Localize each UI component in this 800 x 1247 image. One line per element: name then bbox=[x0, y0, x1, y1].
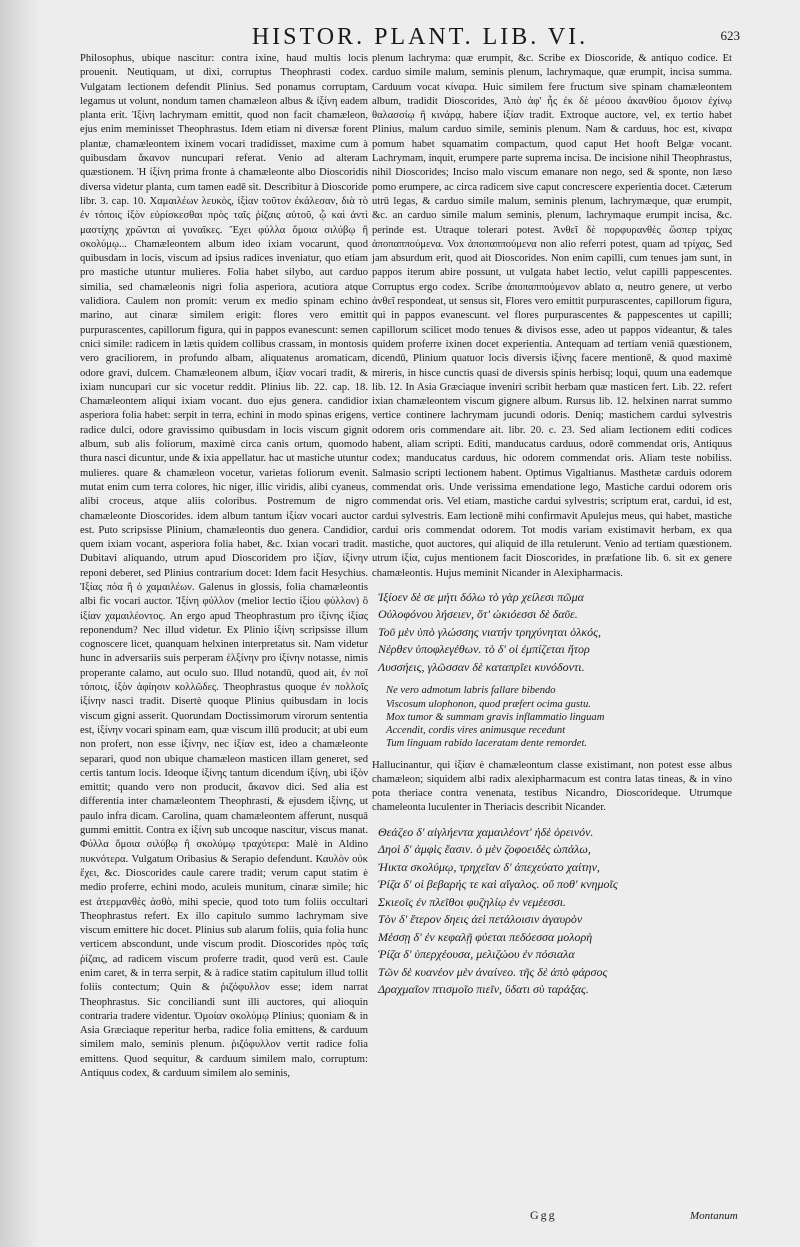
verse-line: Τὸν δ' ἕτερον δηεις ἀεὶ πετάλοισιν ἀγαυρὸν bbox=[378, 912, 583, 927]
latin-verse-translation bbox=[386, 684, 732, 750]
catchword: Montanum bbox=[690, 1210, 738, 1222]
verse-line: Λυσσήεις, γλῶσσαν δὲ καταπρῖει κυνόδοντι. bbox=[378, 659, 585, 674]
left-column bbox=[80, 52, 368, 1081]
verse-line: Μέσσῃ δ' ἐν κεφαλῇ φύεται πεδόεσσα μολορὴ bbox=[378, 929, 593, 944]
verse-line: Νέρθεν ὑποφλεγέθων. τὸ δ' οἱ ἐμπίζεται ἤτορ bbox=[378, 642, 590, 657]
verse-line: Accendit, cordis vires animusque recedunt bbox=[386, 725, 566, 737]
page-number: 623 bbox=[720, 28, 740, 43]
verse-line: Θεάζεο δ' αἰγλήεντα χαμαιλέοντ' ἠδὲ ὀρεινόν. bbox=[378, 824, 594, 839]
verse-line: Τοῦ μὲν ὑπὸ γλώσσης νιατήν τρηχύνηται ὁλκός, bbox=[378, 624, 602, 639]
gutter-shadow bbox=[0, 0, 40, 1247]
right-paragraph: plenum lachryma: quæ erumpit, &c. Scribe ex Dioscoride, & antiquo codice. Et carduo simile malum, seminis plenum, lachrymaque, quæ erumpit, incisa summa. Carduum vocat κίναρα. Huic similem fere fructum sive spinam chamæleontem album, tradidit Dioscorides, Ἀπὸ ἀφ' ἧς ἐκ δὲ μέσου ἀκανθίου ὅμοιον ἐχίνῳ θαλασσίῳ ἢ κινάρᾳ, habere ἰξίαν tradit. Extroque auctore, vel, ex tertio habet Plinius, malum carduo simile, seminis plenum. Nam & carduus, hoc est, κίναρα pomum habet squamatim compactum, quod caput Het hooft Belgæ vocant. Lachrymam, inquit, erumpere parte suprema incisa. De incisione nihil Theophrastus, nihil Dioscorides; Inciso malo viscum emanare non nego, sed & sponte, non læso pomo erumpere, ac circa radicem sive caput concrescere experientia docet. Cæterum utrū legas, & carduo simile malum, seminis plenum, lachrymæque, quæ erumpit, &c. an carduo simile malum seminis, plenum, lachrymaque erumpit incisa, &c. perinde est. Utraque tolerari potest. Ἀνθεῖ δὲ πορφυρανθὲς ὥσπερ τρίχας ἀποπαππούμενα. Vox ἀποπαππούμενα non alio referri potest, quam ad τρίχας, Sed jam absurdum erit, quod ait Dioscorides. Non enim capilli, cum tenues jam sunt, in pappos iterum abire possunt, ut vulgata habet lectio, velut capilli pappescentes. Corruptus ergo codex. Scribe ἀποπαππούμενον ablato α, neutro genere, ut verbo ἀνθεῖ respondeat, ut sensus sit, Flores vero emittit purpurascentes, capillorum figura, qui in pappos evanescunt. vel flores purpurascentes & pappescentes ut capilli; capillorum scilicet modo tenues & divisos esse, adeo ut pappos videantur, & tales quidem proferre ixinen docet experientia. Antequam ad tertiam veniā quæstionem, dicendū, Plinium quatuor locis diversis ἰξίνης facere mentionē, & quod maximè mireris, in hisce cunctis quasi de diversis spinis herbisq; loqui, quum una eademque lib. 12. In Asia Græciaque inveniri scribit herbam quæ masticen fert. Lib. 22. refert ixian chamæleontem viscum gignere album. Rursus lib. 12. helxinen narrat summo vertice continere lachrymam jucundi odoris. Deniq; mastichem cardui sylvestris odorem oris commendare ait. libr. 20. c. 23. Sed aliam lectionem editi codices habent, aliam scripti. Editi, manducatus carduus, odorē commendat oris, Antiquus codex; manducatus carduus, hic odorem commendat oris. Aliam teste nobiliss. Salmasio scripti lectionem habent. Optimus Vigaltianus. Masthetæ carduis odorem commendat oris. Unde verissima emendatione lego, Mastiche cardui odorem oris commendat oris. Vel etiam, mastiche cardui sylvestris; scriptum erat, cardui, id est, cardui sylvestris. Eam lectionē mihi confirmavit Apulejus meus, qui habet, mastiche cardui oris commendat odorem. Tot modis variam existimavit herbam, ex qua mastiche, quot auctores, qui aliquid de illa retulerunt. Venio ad tertiam quæstionem. utrum ἰξία, cujus mentionem facit Dioscorides, in præfatione lib. 6. sit ex genere chamæleontis. Hujus meminit Nicander in Alexipharmacis. bbox=[372, 53, 732, 579]
verse-line: Τῶν δὲ κυανέον μὲν ἀναίνεο. τῆς δὲ ἀπὸ φάρσος bbox=[378, 964, 608, 979]
right-paragraph-after-verse: Hallucinantur, qui ἰξίαν è chamæleontum classe existimant, non potest esse albus chamæleon; siquidem albi radix alexipharmacum est contra latas tineas, & in vino pota theriace contra venenata, testibus Nicandro, Dioscorideque. Utrumque chameleonta luculenter in Theriacis describit Nicander. bbox=[372, 759, 732, 814]
verse-line: Ἠικτα σκολύμῳ, τρηχεῖαν δ' ἀπεχεύατο χαίτην, bbox=[378, 859, 600, 874]
greek-verse-nicander-alexipharmaca bbox=[378, 589, 732, 677]
verse-line: Οὐλοφόνου λήσειεν, ὅτ' ὠκιόεσσι δὲ δαῦε. bbox=[378, 607, 578, 622]
left-paragraph: Philosophus, ubique nascitur: contra ixine, haud multis locis prouenit. Neutiquam, ut dixi, corruptus Theophrasti codex. Vulgatam lectionem defendit Plinius. Sed ponamus corruptam, legamus ut volunt, nondum tamen chamæleon albus & ἰξίνη eadem planta erit. Ἰξίνη lachrymam emittit, quod non facit chamæleon, ejus enim meminisset Theophrastus. Idem etiam ni diversæ forent plantæ, chamæleontem ixinem vocari tradidisset, maxime cum à quibusdam ἄκανον nuncupari referat. Venio ad alteram quæstionem. Ἡ ἰξίνη prima fronte à chamæleonte albo Dioscoridis diversa videtur planta, cum tamen eadē sit. Describitur à Dioscoride libr. 3. cap. 10. Χαμαιλέων λευκὸς, ἰξίαν τοῦτον ἐκάλεσαν, διὰ τὸ ἐν τόποις ἰξὸν εὑρίσκεσθαι πρὸς ταῖς ῥίζαις αὐτοῦ, ᾧ καὶ ἀντὶ μαστίχης χρῶνται αἱ γυναῖκες. Ἔχει φύλλα ὅμοια σιλύβῳ ἢ σκολύμῳ... Chamæleontem album ideo ixiam vocarunt, quod quibusdam in locis, viscum ad ipsius radices inveniatur, quo etiam pro mastiche utuntur mulieres. Folia habet silybo, aut carduo similia, sed chamæleonis nigri folia asperiora, acutiora atque validiora. Caulem non promit: verum ex medio spinam echino marino, aut cinaræ similem erigit: flores vero emittit purpurascentes, capillorum figura, qui in pappos evanescunt: semen cnici simile: radicem in lætis quidem collibus crassam, in montosis vero graciliorem, in profundo albam, aliquatenus aromaticam, odore gravi, dulcem. Chamæleonem album, ἰξίαν vocari tradit, & ixiam nuncupari cur sic vocetur reddit. Plinius lib. 22. cap. 18. Chamæleontem aliqui ixiam vocant. duo ejus genera. candidior asperiora folia habet: serpit in terra, echini in modo spinas erigens, radice dulci, odore gravissimo quibusdam in locis viscum gignit album, sub alis foliorum, maximè circa canis ortum, quomodo thura nasci dicuntur, unde & ixia appellatur. hac ut mastiche utuntur mulieres. quare & chamæleon vocetur, varietas foliorum evenit. mutat enim cum terra colores, hic niger, illic viridis, alibi cyaneus, alibi croceus, atque aliis coloribus. Postremum de nigro chamæleonte Dioscorides. idem album tantum ἰξίαν vocari auctor est. Puto scripsisse Plinium, chamæleontis duo genera. Candidior, quem ixiam vocant, asperiora folia habet, &c. Ixian vocari tradit. Dubitavi aliquando, utrum apud Dioscoridem pro ἰξίαν, ἰξίνην reponi deberet, sed Plinius contrarium docet: Idem facit Hesychius. Ἰξίας πόα ἢ ὁ χαμαιλέων. Galenus in glossis, folia chamæleontis albi fic vocari auctor. Ἰξίνη φύλλον (melior lectio ἰξίου φύλλον) ὃ ἰξίαν χαμαιλέοντος. An ergo apud Theophrastum pro ἰξίνης ἰξίας reponendum? Nec illud videtur. Ex Plinio ἰξίνη scripsisse illum cognoscere licet, quanquam helxinen interpretatus sit. Nam videtur hunc in adversariis suis perperam ἑλξίνην pro ἰξίνην notasse, nimis properante calamo, aut oculo suo. Illud notandū, quod ait, ἐν ποῖ τόποις, ἰξὸν ἀφίησιν κολλῶδες. Theophrastus quoque ἐν πολλοῖς ἰξίνην nasci tradit. Disertè quoque Plinius quibusdam in locis viscum gigni asserit. Quorundam Doctissimorum virorum sententia est, ἰξίνην vocari spinam eam, quæ viscum illū producit; at ubi eum non profert, non esse ἰξίνην, nec ἰξίαν est, ideo a chamæleonte separari, quod non ubique chamæleon masticen illam generet, sed certis tantum locis. Ideoque ἰξίνης tantum dicendum ἰξίνη, ubi ἰξὸν emittit; quando vero non producit, ἄκανον dici. Sed alia est differentia inter chamæleontem Theophrasti, & ejusdem ἰξίνης, ut paulo infra dicam. Carolina, quam chamæleontem afferunt, nusquā gummi emittit. Contra ex ἰξίνη sub uncoque nascitur, viscus manat. Φύλλα ὅμοια σιλύβῳ ἢ σκολύμῳ τραχύτερα: Malè in Aldino πυκνότερα. Vulgatum Oribasius & Serapio defendunt. Καυλὸν οὐκ ἔχει, &c. Dioscorides caule carere tradit; verum caput statim è medio proferre, echini modo, aculeis munitum, cinaræ simile; hic est ἀτερμανθὲς ἀσθὸ, mihi specie, quod toto tum foliis occultari Theophrastus refert. Ex illo capitulo summo lachrymam sive viscum emittere hic docet. Plinius sub alarum foliis, quia folia hunc verticem abscondunt, unde viscum prodit. Dioscorides πρὸς ταῖς ῥίζαις, ad radicem viscum proferre tradit, quod verū est. Caule enim caret, & in terra serpit, & à radice statim capitulum illud tollit foliis contectum; Quin & ῥιζόφυλλον esse; idem narrat Theophrastus. Sic conciliandi sunt illi auctores, qui alioquin contraria tradere videntur. Ὁμοίαν σκολύμῳ Plinius; quoniam & in Asia Græciaque reperitur herba, radice folia emittens, & carduum similem malo, seminis plenum. ῥιζόφυλλον vertit radice folia emittens. Quod sequitur, & carduum similem malo, corruptum: Antiquus codex, & carduum similem alo seminis, bbox=[80, 53, 368, 1080]
running-head: HISTOR. PLANT. LIB. VI. bbox=[251, 24, 589, 50]
verse-line: Ne vero admotum labris fallare bibendo bbox=[386, 685, 556, 697]
verse-line: Ἰξίοεν δὲ σε μήτι δόλω τὸ γὰρ χείλεσι πῶμα bbox=[378, 589, 584, 604]
verse-line: Σκιεοῖς ἐν πλεῖθοι φυζηλίῳ ἐν νεμέεσσι. bbox=[378, 894, 567, 909]
verse-line: Ῥίζα δ' οἱ βεβαρής τε καὶ αἴγαλος. οὕ ποθ' κνημοῖς bbox=[378, 877, 618, 892]
verse-line: Ῥίζα δ' ὑπερχέουσα, μελιζώου ἐν πόσιαλα bbox=[378, 947, 575, 962]
verse-line: Mox tumor & summam gravis inflammatio linguam bbox=[386, 711, 605, 723]
verse-line: Δηοὶ δ' ἀμφὶς ἔασιν. ὁ μὲν ζοφοειδὲς ὠπάλω, bbox=[378, 842, 591, 857]
page-footer bbox=[0, 1208, 800, 1232]
greek-verse-nicander-theriaca bbox=[378, 824, 732, 999]
right-column bbox=[372, 52, 732, 1007]
verse-line: Tum linguam rabido laceratam dente remordet. bbox=[386, 738, 588, 750]
signature-mark: Ggg bbox=[530, 1208, 557, 1222]
verse-line: Viscosum ulophonon, quod præfert ocima gustu. bbox=[386, 698, 591, 710]
verse-line: Δραχμαῖον πτισμοῖο πιεῖν, ὕδατι σὺ ταράξας. bbox=[378, 982, 589, 997]
